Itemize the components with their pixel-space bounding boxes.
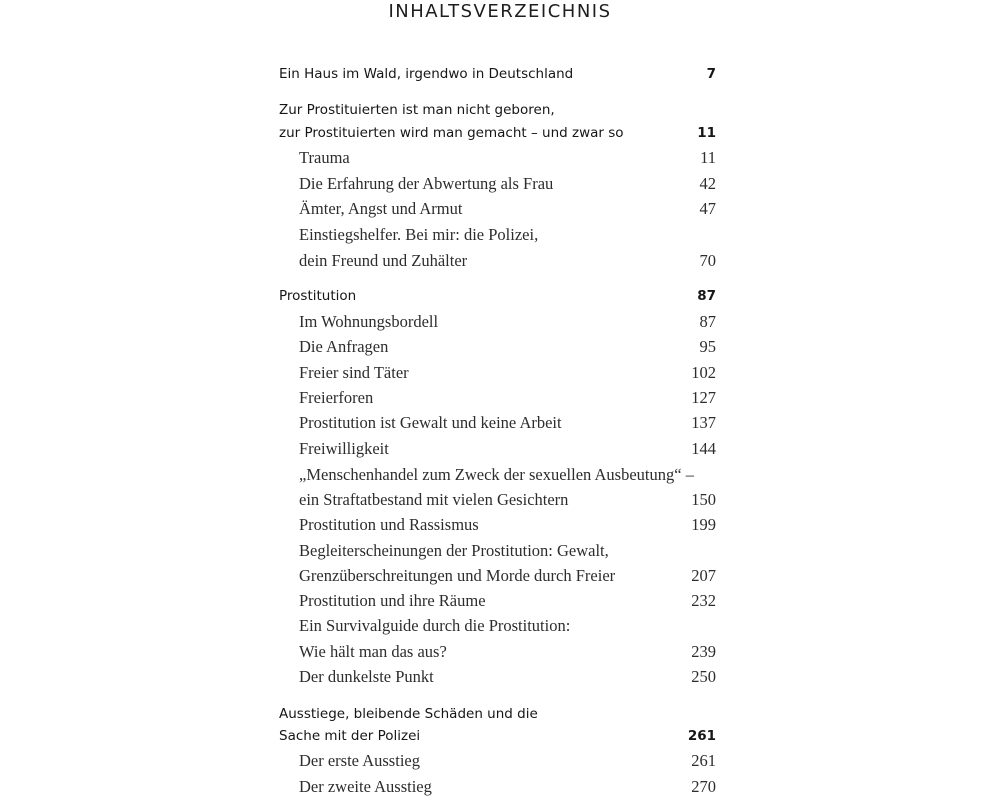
toc-chapter-page-number: 207 — [691, 566, 716, 585]
toc-chapter-page-number: 102 — [691, 363, 716, 382]
toc-chapter-title-line: Der erste Ausstieg — [299, 751, 420, 770]
toc-chapter-page-number: 11 — [700, 148, 716, 167]
toc-chapter-title-line: Die Erfahrung der Abwertung als Frau — [299, 174, 554, 193]
toc-chapter-title-line: Begleiterscheinungen der Prostitution: Gewalt, — [299, 541, 609, 560]
toc-chapter-title-line: Trauma — [299, 148, 350, 167]
toc-chapter-page-number: 270 — [691, 777, 716, 796]
toc-chapter-title-line: Der zweite Ausstieg — [299, 777, 432, 796]
toc-chapter-title-line: Prostitution und ihre Räume — [299, 591, 486, 610]
toc-part-page-number: 87 — [697, 288, 716, 304]
toc-chapter-page-number: 261 — [691, 751, 716, 770]
toc-chapter-title-line: Freierforen — [299, 388, 374, 407]
toc-part-page-number: 261 — [687, 728, 716, 744]
toc-chapter-title-line: Einstiegshelfer. Bei mir: die Polizei, — [299, 225, 539, 244]
toc-chapter-page-number: 70 — [699, 251, 716, 270]
toc-part-page-number: 11 — [697, 125, 716, 141]
toc-chapter-title-line: Ein Survivalguide durch die Prostitution: — [299, 616, 571, 635]
toc-chapter-page-number: 127 — [691, 388, 716, 407]
toc-chapter-title-line: Prostitution und Rassismus — [299, 515, 479, 534]
toc-heading: INHALTSVERZEICHNIS — [388, 1, 612, 22]
toc-chapter-page-number: 42 — [699, 174, 716, 193]
toc-chapter-title-line: Ämter, Angst und Armut — [299, 199, 463, 218]
toc-chapter-title-line: Freiwilligkeit — [299, 439, 389, 458]
toc-part-title-line: Zur Prostituierten ist man nicht geboren, — [279, 102, 555, 118]
toc-chapter-page-number: 47 — [699, 199, 716, 218]
toc-chapter-page-number: 137 — [691, 413, 716, 432]
toc-chapter-title-line: „Menschenhandel zum Zweck der sexuellen Ausbeutung“ – — [299, 465, 694, 484]
toc-chapter-title-line: Grenzüberschreitungen und Morde durch Freier — [299, 566, 616, 585]
toc-chapter-page-number: 232 — [691, 591, 716, 610]
toc-part-title-line: zur Prostituierten wird man gemacht – und zwar so — [279, 125, 624, 141]
toc-chapter-title-line: Prostitution ist Gewalt und keine Arbeit — [299, 413, 562, 432]
toc-chapter-title-line: Der dunkelste Punkt — [299, 667, 434, 686]
toc-chapter-page-number: 87 — [699, 312, 716, 331]
toc-chapter-page-number: 95 — [699, 337, 716, 356]
toc-chapter-page-number: 250 — [691, 667, 716, 686]
toc-chapter-title-line: Wie hält man das aus? — [299, 642, 447, 661]
toc-part-title-line: Sache mit der Polizei — [279, 728, 421, 744]
toc-chapter-page-number: 144 — [691, 439, 716, 458]
toc-part-title-line: Prostitution — [279, 288, 357, 304]
toc-chapter-title-line: Im Wohnungsbordell — [299, 312, 439, 331]
toc-chapter-page-number: 239 — [691, 642, 716, 661]
toc-chapter-page-number: 199 — [691, 515, 716, 534]
toc-part-title-line: Ausstiege, bleibende Schäden und die — [279, 706, 538, 722]
toc-part-page-number: 7 — [706, 66, 716, 82]
toc-chapter-title-line: dein Freund und Zuhälter — [299, 251, 468, 270]
toc-chapter-title-line: ein Straftatbestand mit vielen Gesichtern — [299, 490, 569, 509]
toc-chapter-page-number: 150 — [691, 490, 716, 509]
toc-chapter-title-line: Freier sind Täter — [299, 363, 409, 382]
toc-chapter-title-line: Die Anfragen — [299, 337, 389, 356]
toc-part-title-line: Ein Haus im Wald, irgendwo in Deutschland — [279, 66, 574, 82]
